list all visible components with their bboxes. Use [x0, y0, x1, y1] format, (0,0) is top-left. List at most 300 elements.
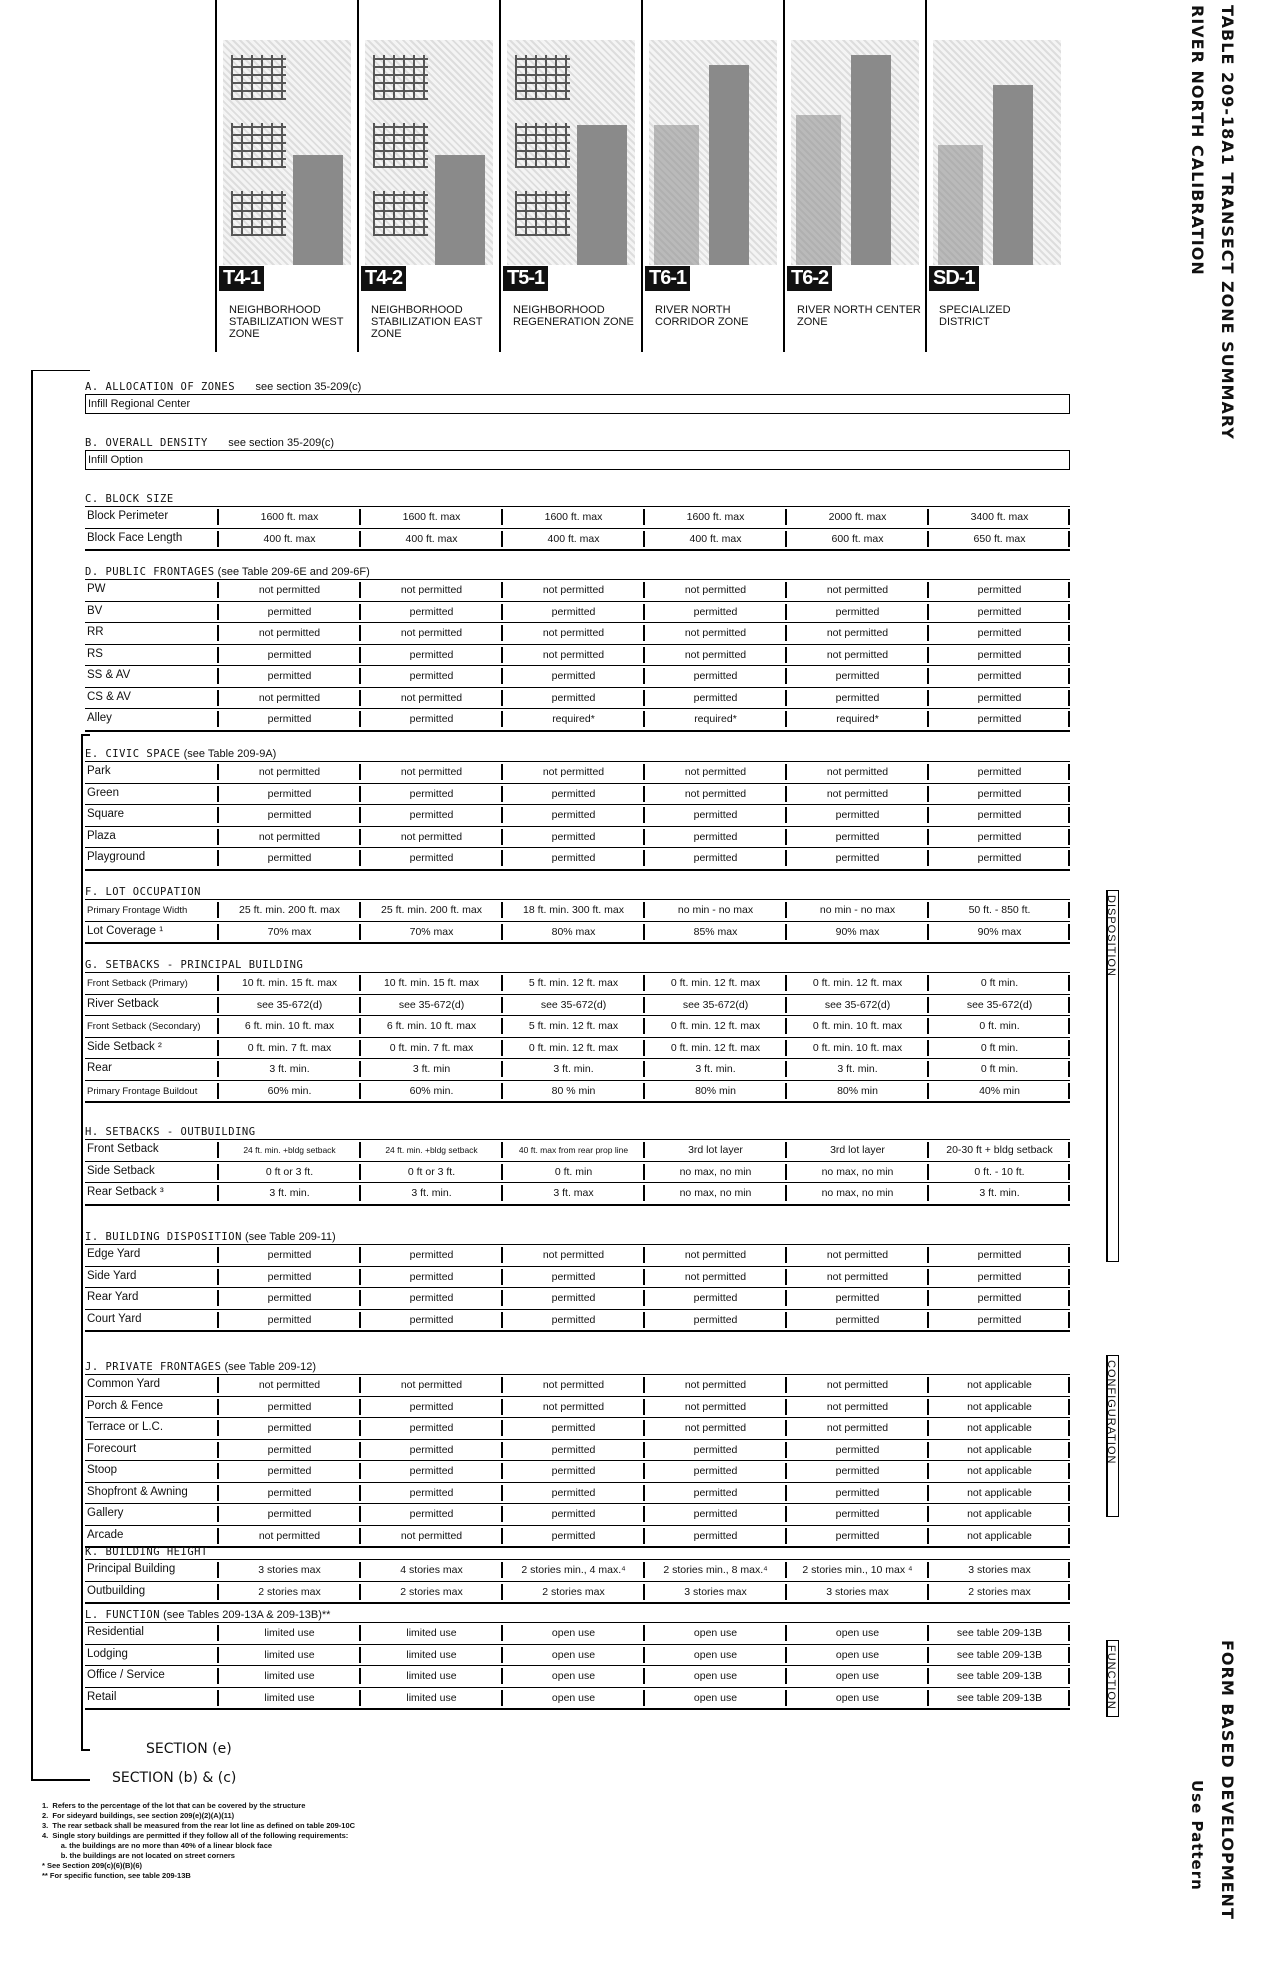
column-divider: [359, 1584, 361, 1600]
table-cell: permitted: [409, 787, 454, 800]
column-divider: [927, 625, 929, 641]
column-divider: [501, 1142, 503, 1158]
column-divider: [501, 1584, 503, 1600]
column-divider: [785, 1690, 787, 1706]
table-cell: permitted: [267, 809, 312, 821]
column-divider: [927, 850, 929, 866]
table-cell: 70% max: [267, 925, 312, 938]
column-divider: [359, 1061, 361, 1077]
section-title-text: H. SETBACKS - OUTBUILDING: [85, 1126, 256, 1138]
column-divider: [359, 902, 361, 918]
table-cell: 80 % min: [551, 1084, 596, 1097]
table-cell: not permitted: [258, 691, 321, 704]
table-cell: 1600 ft. max: [686, 511, 745, 523]
row-label: Retail: [87, 1690, 117, 1703]
table-cell: permitted: [977, 766, 1022, 778]
column-divider: [217, 1690, 219, 1706]
column-divider: [217, 604, 219, 620]
column-divider: [217, 1584, 219, 1600]
row-label: Front Setback (Secondary): [87, 1021, 201, 1032]
zone-illustration: [933, 40, 1061, 265]
table-row: [85, 826, 1070, 848]
column-divider: [927, 829, 929, 845]
table-cell: 40% min: [979, 1084, 1020, 1097]
table-cell: permitted: [977, 809, 1022, 821]
column-divider: [927, 1420, 929, 1436]
column-divider: [785, 509, 787, 525]
section-bottom-rule: [85, 942, 1070, 944]
column-divider: [643, 1142, 645, 1158]
row-label: Front Setback (Primary): [87, 978, 188, 989]
column-divider: [359, 1018, 361, 1034]
table-cell: 3 ft. min.: [553, 1063, 594, 1075]
table-cell: permitted: [409, 713, 454, 725]
column-divider: [927, 1625, 929, 1641]
window-grid: [373, 191, 428, 236]
table-row: [85, 972, 1070, 994]
column-divider: [359, 1269, 361, 1285]
table-cell: see table 209-13B: [956, 1648, 1043, 1661]
table-cell: not permitted: [684, 1379, 747, 1391]
table-cell: permitted: [409, 852, 454, 864]
table-cell: permitted: [835, 1443, 880, 1456]
row-label: Forecourt: [87, 1442, 137, 1455]
table-cell: no max, no min: [679, 1187, 752, 1199]
column-divider: [785, 1668, 787, 1684]
table-cell: permitted: [267, 1422, 312, 1434]
table-cell: permitted: [693, 1486, 738, 1499]
zone-column-sd-1: [925, 0, 1066, 352]
zone-column-t5-1: [499, 0, 640, 352]
column-divider: [501, 582, 503, 598]
table-cell: 50 ft. - 850 ft.: [968, 904, 1031, 916]
zone-code-badge: SD-1: [929, 266, 979, 291]
column-divider: [359, 764, 361, 780]
table-cell: 25 ft. min. 200 ft. max: [239, 904, 340, 916]
table-cell: not permitted: [826, 787, 889, 800]
table-cell: 2000 ft. max: [828, 511, 887, 523]
column-divider: [927, 604, 929, 620]
table-row: [85, 921, 1070, 943]
table-cell: not permitted: [400, 766, 463, 778]
table-cell: not permitted: [542, 1400, 605, 1413]
column-divider: [785, 997, 787, 1013]
table-cell: 3 ft. min.: [411, 1187, 452, 1199]
column-divider: [359, 1399, 361, 1415]
row-label: SS & AV: [87, 669, 131, 681]
section-2: [85, 747, 1070, 871]
section-1: [85, 565, 1070, 732]
zone-code-badge: T4-2: [361, 266, 406, 291]
column-divider: [359, 975, 361, 991]
table-cell: required*: [836, 713, 879, 725]
column-divider: [359, 647, 361, 663]
column-divider: [927, 764, 929, 780]
column-divider: [785, 1185, 787, 1201]
table-cell: permitted: [267, 1443, 312, 1456]
column-divider: [217, 1290, 219, 1306]
row-label: Side Yard: [87, 1269, 137, 1282]
section-title-text: K. BUILDING HEIGHT: [85, 1546, 208, 1558]
table-row: [85, 644, 1070, 666]
density-value: Infill Option: [88, 454, 144, 466]
section-title: [85, 1125, 1070, 1139]
table-cell: 3 ft. min.: [979, 1187, 1020, 1199]
table-cell: permitted: [551, 1292, 596, 1304]
column-divider: [927, 1377, 929, 1393]
table-row: [85, 1525, 1070, 1547]
table-cell: permitted: [409, 1486, 454, 1499]
column-divider: [359, 531, 361, 547]
column-divider: [643, 1083, 645, 1099]
column-divider: [785, 850, 787, 866]
row-label: Terrace or L.C.: [87, 1421, 164, 1433]
table-cell: not permitted: [400, 584, 463, 596]
column-divider: [501, 997, 503, 1013]
table-row: [85, 579, 1070, 601]
table-cell: 0 ft. min. 7 ft. max: [247, 1041, 332, 1054]
column-divider: [501, 829, 503, 845]
table-cell: 3 stories max: [258, 1564, 321, 1576]
table-cell: 3 ft. min.: [269, 1063, 310, 1075]
column-divider: [501, 1040, 503, 1056]
table-cell: 400 ft. max: [689, 532, 742, 545]
column-divider: [785, 1083, 787, 1099]
table-cell: no max, no min: [821, 1187, 894, 1199]
column-divider: [217, 647, 219, 663]
function-tab: [1106, 1640, 1119, 1717]
column-divider: [643, 786, 645, 802]
table-row: [85, 1182, 1070, 1204]
table-cell: not permitted: [826, 1249, 889, 1261]
table-row: [85, 1665, 1070, 1687]
column-divider: [643, 1040, 645, 1056]
column-divider: [643, 647, 645, 663]
column-divider: [785, 1018, 787, 1034]
table-cell: permitted: [977, 830, 1022, 843]
table-cell: permitted: [977, 1292, 1022, 1304]
column-divider: [501, 1269, 503, 1285]
table-cell: see 35-672(d): [398, 998, 465, 1011]
column-divider: [217, 1185, 219, 1201]
table-cell: 1600 ft. max: [260, 511, 319, 523]
column-divider: [927, 902, 929, 918]
table-cell: permitted: [551, 1270, 596, 1283]
section-title: [85, 1545, 1070, 1559]
table-cell: permitted: [551, 1508, 596, 1520]
table-cell: open use: [551, 1648, 596, 1661]
table-cell: see 35-672(d): [824, 998, 891, 1011]
table-row: [85, 1581, 1070, 1603]
column-divider: [643, 997, 645, 1013]
table-cell: 0 ft min.: [980, 1063, 1019, 1075]
column-divider: [501, 975, 503, 991]
column-divider: [927, 997, 929, 1013]
column-divider: [359, 1668, 361, 1684]
table-row: [85, 1139, 1070, 1161]
configuration-tab: [1106, 1355, 1119, 1517]
section-4: [85, 958, 1070, 1103]
table-row: [85, 1244, 1070, 1266]
column-divider: [359, 1083, 361, 1099]
table-cell: 4 stories max: [400, 1564, 463, 1576]
footer-line1: FORM BASED DEVELOPMENT: [1218, 1640, 1237, 1920]
section-7: [85, 1360, 1070, 1548]
column-divider: [359, 1528, 361, 1544]
table-cell: permitted: [551, 830, 596, 843]
section-title-text: J. PRIVATE FRONTAGES: [85, 1361, 222, 1373]
table-cell: 24 ft. min. +bldg setback: [385, 1145, 478, 1155]
column-divider: [359, 711, 361, 727]
row-label: Park: [87, 765, 111, 777]
table-row: [85, 506, 1070, 528]
column-divider: [501, 1463, 503, 1479]
table-cell: permitted: [551, 1422, 596, 1434]
column-divider: [927, 1528, 929, 1544]
table-cell: 24 ft. min. +bldg setback: [243, 1145, 336, 1155]
column-divider: [643, 807, 645, 823]
table-cell: not permitted: [258, 627, 321, 639]
table-cell: not permitted: [542, 648, 605, 661]
table-title-line2: RIVER NORTH CALIBRATION: [1188, 5, 1207, 276]
zone-name: NEIGHBORHOOD STABILIZATION EAST ZONE: [371, 304, 483, 340]
section-note: (see Table 209-9A): [180, 748, 277, 760]
table-cell: 2 stories min., 4 max.⁴: [521, 1564, 626, 1576]
table-cell: permitted: [267, 1465, 312, 1477]
building-shape: [796, 115, 841, 265]
table-cell: permitted: [409, 648, 454, 661]
table-cell: 85% max: [693, 925, 738, 938]
table-cell: limited use: [264, 1670, 315, 1682]
building-shape: [938, 145, 983, 265]
table-cell: see table 209-13B: [956, 1627, 1043, 1639]
table-cell: permitted: [693, 670, 738, 682]
table-cell: 70% max: [409, 925, 454, 938]
column-divider: [359, 829, 361, 845]
zone-code-badge: T5-1: [503, 266, 548, 291]
column-divider: [785, 625, 787, 641]
column-divider: [501, 850, 503, 866]
table-cell: permitted: [551, 809, 596, 821]
section-0: [85, 492, 1070, 551]
section-title-text: G. SETBACKS - PRINCIPAL BUILDING: [85, 959, 304, 971]
row-label: Court Yard: [87, 1312, 142, 1325]
allocation-value: Infill Regional Center: [88, 398, 191, 410]
column-divider: [501, 1690, 503, 1706]
table-cell: 0 ft. min. 10 ft. max: [812, 1020, 903, 1032]
table-cell: 0 ft. min. 10 ft. max: [812, 1041, 903, 1054]
column-divider: [501, 902, 503, 918]
section-brackets: [30, 370, 90, 1790]
column-divider: [217, 1647, 219, 1663]
column-divider: [927, 711, 929, 727]
column-divider: [501, 1647, 503, 1663]
row-label: BV: [87, 604, 103, 617]
row-label: River Setback: [87, 997, 159, 1010]
row-label: Gallery: [87, 1507, 124, 1519]
column-divider: [501, 604, 503, 620]
section-density: [85, 436, 1070, 470]
column-divider: [217, 975, 219, 991]
column-divider: [501, 1399, 503, 1415]
column-divider: [927, 1399, 929, 1415]
table-cell: 6 ft. min. 10 ft. max: [244, 1020, 335, 1032]
column-divider: [501, 625, 503, 641]
column-divider: [643, 1290, 645, 1306]
table-cell: 2 stories max: [968, 1585, 1031, 1598]
table-cell: no min - no max: [677, 904, 754, 916]
table-cell: permitted: [693, 1313, 738, 1326]
table-cell: 80% min: [695, 1084, 736, 1097]
column-divider: [501, 1164, 503, 1180]
table-cell: 2 stories max: [258, 1585, 321, 1598]
building-shape: [993, 85, 1033, 265]
table-cell: open use: [551, 1670, 596, 1682]
row-label: Arcade: [87, 1528, 124, 1541]
column-divider: [501, 1290, 503, 1306]
column-divider: [643, 1185, 645, 1201]
table-cell: no max, no min: [679, 1165, 752, 1178]
row-label: Side Setback: [87, 1164, 155, 1177]
table-cell: permitted: [977, 605, 1022, 618]
column-divider: [359, 1625, 361, 1641]
section-title: [85, 958, 1070, 972]
table-cell: permitted: [551, 1465, 596, 1477]
column-divider: [785, 1647, 787, 1663]
column-divider: [643, 1164, 645, 1180]
table-cell: permitted: [835, 691, 880, 704]
table-cell: not permitted: [826, 584, 889, 596]
section-title: A. ALLOCATION OF ZONES: [85, 381, 236, 393]
table-cell: permitted: [409, 1508, 454, 1520]
table-cell: not applicable: [967, 1465, 1032, 1477]
column-divider: [359, 1562, 361, 1578]
footnote: ** For specific function, see table 209-13B: [42, 1871, 191, 1880]
column-divider: [643, 1420, 645, 1436]
row-label: Primary Frontage Width: [87, 905, 188, 916]
table-cell: limited use: [264, 1648, 315, 1661]
window-grid: [373, 55, 428, 100]
table-cell: not permitted: [684, 648, 747, 661]
column-divider: [785, 1485, 787, 1501]
row-label: Stoop: [87, 1464, 118, 1476]
column-divider: [643, 1269, 645, 1285]
table-row: [85, 1287, 1070, 1309]
column-divider: [217, 997, 219, 1013]
footnote: 3. The rear setback shall be measured from the rear lot line as defined on table 209-10C: [42, 1821, 356, 1830]
section-3: [85, 885, 1070, 944]
table-cell: permitted: [267, 648, 312, 661]
column-divider: [217, 668, 219, 684]
table-cell: 80% min: [837, 1084, 878, 1097]
zone-name: NEIGHBORHOOD REGENERATION ZONE: [513, 304, 634, 328]
table-cell: open use: [693, 1691, 738, 1704]
footnote: 1. Refers to the percentage of the lot that can be covered by the structure: [42, 1801, 306, 1810]
column-divider: [785, 902, 787, 918]
table-cell: not permitted: [258, 766, 321, 778]
zone-column-t6-2: [783, 0, 924, 352]
table-cell: permitted: [835, 830, 880, 843]
table-cell: not applicable: [967, 1529, 1032, 1542]
row-label: RS: [87, 647, 103, 660]
table-cell: permitted: [267, 713, 312, 725]
column-divider: [501, 1247, 503, 1263]
column-divider: [217, 829, 219, 845]
row-label: Front Setback: [87, 1143, 159, 1155]
zone-name: NEIGHBORHOOD STABILIZATION WEST ZONE: [229, 304, 344, 340]
table-cell: open use: [835, 1670, 880, 1682]
footnotes: [42, 1801, 355, 1881]
table-cell: 2 stories max: [542, 1585, 605, 1598]
column-divider: [359, 1442, 361, 1458]
table-cell: permitted: [409, 1422, 454, 1434]
table-cell: permitted: [693, 1508, 738, 1520]
column-divider: [643, 1485, 645, 1501]
column-divider: [359, 604, 361, 620]
column-divider: [501, 1420, 503, 1436]
footnote: a. the buildings are no more than 40% of a linear block face: [42, 1841, 273, 1850]
window-grid: [231, 55, 286, 100]
column-divider: [359, 1506, 361, 1522]
table-cell: 60% min.: [409, 1084, 454, 1097]
table-cell: 3 ft. min: [412, 1063, 451, 1075]
column-divider: [927, 1290, 929, 1306]
section-note: (see Table 209-11): [241, 1231, 336, 1243]
column-divider: [359, 1142, 361, 1158]
column-divider: [501, 1083, 503, 1099]
section-note: see section 35-209(c): [255, 381, 362, 393]
table-cell: 0 ft. min.: [979, 1020, 1020, 1032]
row-label: Block Face Length: [87, 531, 183, 544]
column-divider: [643, 924, 645, 940]
column-divider: [217, 924, 219, 940]
zone-column-t6-1: [641, 0, 782, 352]
table-cell: not permitted: [826, 1379, 889, 1391]
column-divider: [501, 1668, 503, 1684]
row-label: Office / Service: [87, 1669, 165, 1681]
table-cell: permitted: [977, 670, 1022, 682]
table-cell: permitted: [409, 1313, 454, 1326]
column-divider: [785, 1269, 787, 1285]
column-divider: [359, 807, 361, 823]
column-divider: [785, 1420, 787, 1436]
column-divider: [785, 1142, 787, 1158]
column-divider: [359, 924, 361, 940]
table-cell: open use: [693, 1670, 738, 1682]
table-cell: not permitted: [826, 648, 889, 661]
zone-name: RIVER NORTH CENTER ZONE: [797, 304, 921, 328]
column-divider: [643, 1506, 645, 1522]
table-cell: not applicable: [967, 1486, 1032, 1499]
row-label: Side Setback ²: [87, 1040, 162, 1053]
table-cell: not permitted: [684, 1249, 747, 1261]
table-row: [85, 1309, 1070, 1331]
column-divider: [217, 1083, 219, 1099]
section-bc-label: SECTION (b) & (c): [112, 1770, 237, 1786]
table-cell: permitted: [693, 605, 738, 618]
section-title-text: C. BLOCK SIZE: [85, 493, 174, 505]
row-label: CS & AV: [87, 690, 131, 703]
zone-code-badge: T6-2: [787, 266, 832, 291]
table-cell: 0 ft min.: [980, 977, 1019, 989]
column-divider: [927, 582, 929, 598]
section-note: (see Table 209-6E and 209-6F): [214, 566, 370, 578]
table-cell: not permitted: [258, 584, 321, 596]
column-divider: [359, 1247, 361, 1263]
column-divider: [217, 1377, 219, 1393]
table-cell: 0 ft. min: [554, 1165, 593, 1178]
table-cell: permitted: [835, 1465, 880, 1477]
